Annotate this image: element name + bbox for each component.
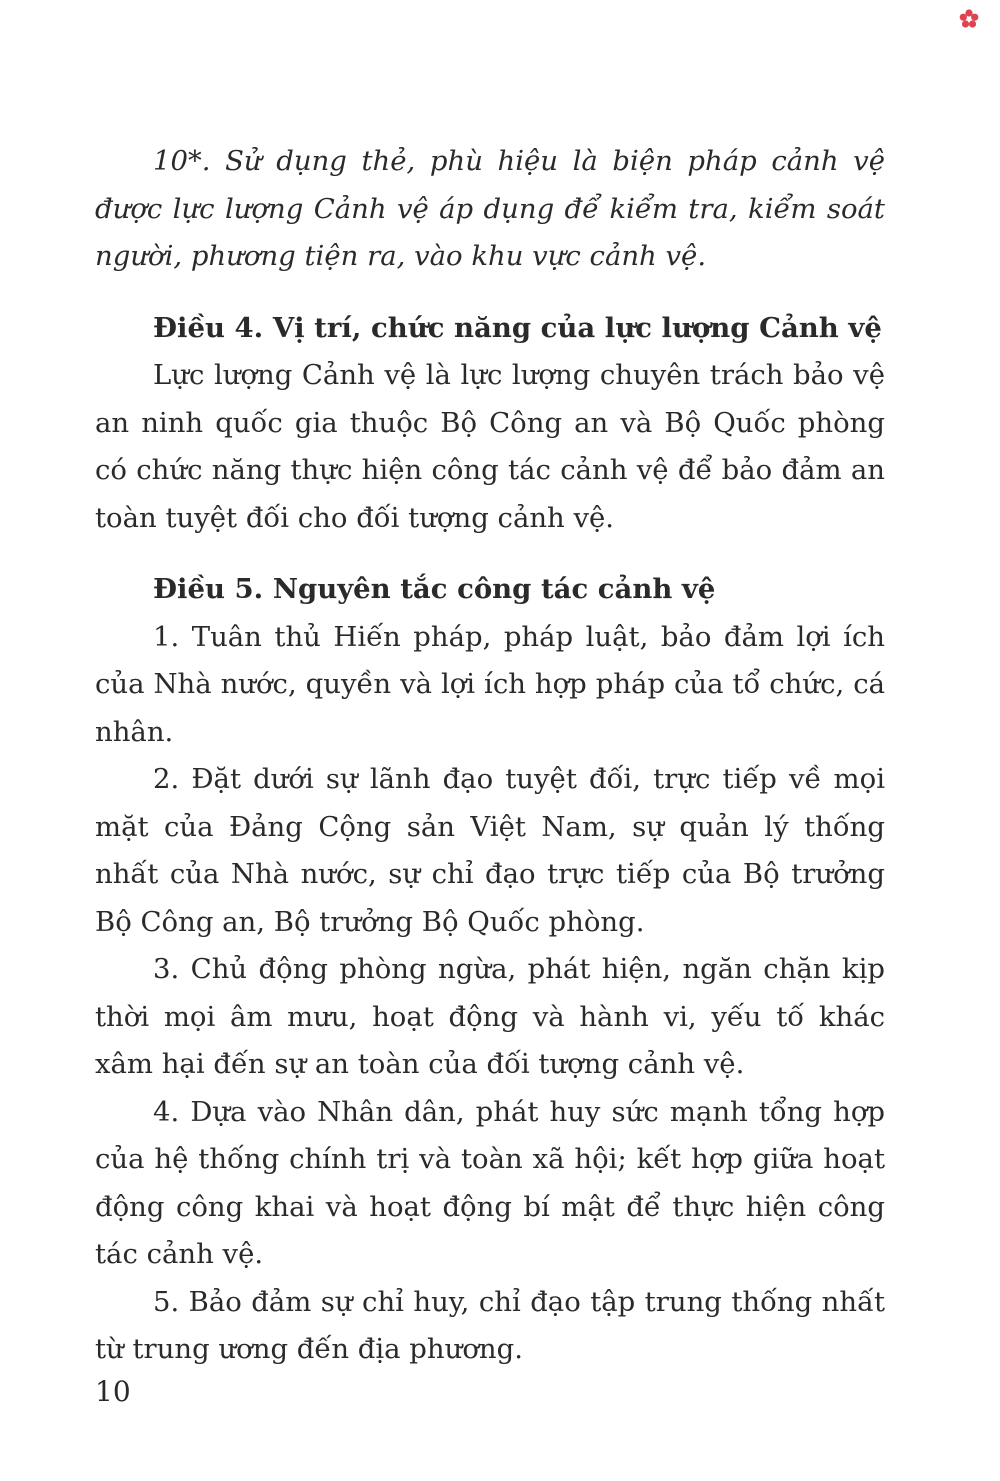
article-5-item-3: 3. Chủ động phòng ngừa, phát hiện, ngăn chặn kịp thời mọi âm mưu, hoạt động và hành vi, yếu tố khác xâm hại đến sự an toàn của đối tượng cảnh vệ. bbox=[95, 953, 885, 1080]
definition-10: 10*. Sử dụng thẻ, phù hiệu là biện pháp cảnh vệ được lực lượng Cảnh vệ áp dụng để kiểm tra, kiểm soát người, phương tiện ra, vào khu vực cảnh vệ. bbox=[95, 145, 885, 272]
article-5-item-1: 1. Tuân thủ Hiến pháp, pháp luật, bảo đảm lợi ích của Nhà nước, quyền và lợi ích hợp pháp của tổ chức, cá nhân. bbox=[95, 620, 885, 748]
article-5-item-4: 4. Dựa vào Nhân dân, phát huy sức mạnh tổng hợp của hệ thống chính trị và toàn xã hội; kết hợp giữa hoạt động công khai và hoạt động bí mật để thực hiện công tác cảnh vệ. bbox=[95, 1095, 885, 1270]
page-number: 10 bbox=[95, 1375, 131, 1408]
article-5-title: Điều 5. Nguyên tắc công tác cảnh vệ bbox=[153, 573, 716, 605]
article-5-item-2: 2. Đặt dưới sự lãnh đạo tuyệt đối, trực tiếp về mọi mặt của Đảng Cộng sản Việt Nam, sự quản lý thống nhất của Nhà nước, sự chỉ đạo trực tiếp của Bộ trưởng Bộ Công an, Bộ trưởng Bộ Quốc phòng. bbox=[95, 763, 885, 938]
flower-icon bbox=[958, 8, 980, 30]
article-4-body: Lực lượng Cảnh vệ là lực lượng chuyên trách bảo vệ an ninh quốc gia thuộc Bộ Công an và Bộ Quốc phòng có chức năng thực hiện công tác cảnh vệ để bảo đảm an toàn tuyệt đối cho đối tượng cảnh vệ. bbox=[95, 359, 885, 534]
article-4-title: Điều 4. Vị trí, chức năng của lực lượng Cảnh vệ bbox=[153, 311, 882, 344]
page-body bbox=[95, 138, 885, 1374]
article-5-item-5: 5. Bảo đảm sự chỉ huy, chỉ đạo tập trung thống nhất từ trung ương đến địa phương. bbox=[95, 1285, 885, 1365]
